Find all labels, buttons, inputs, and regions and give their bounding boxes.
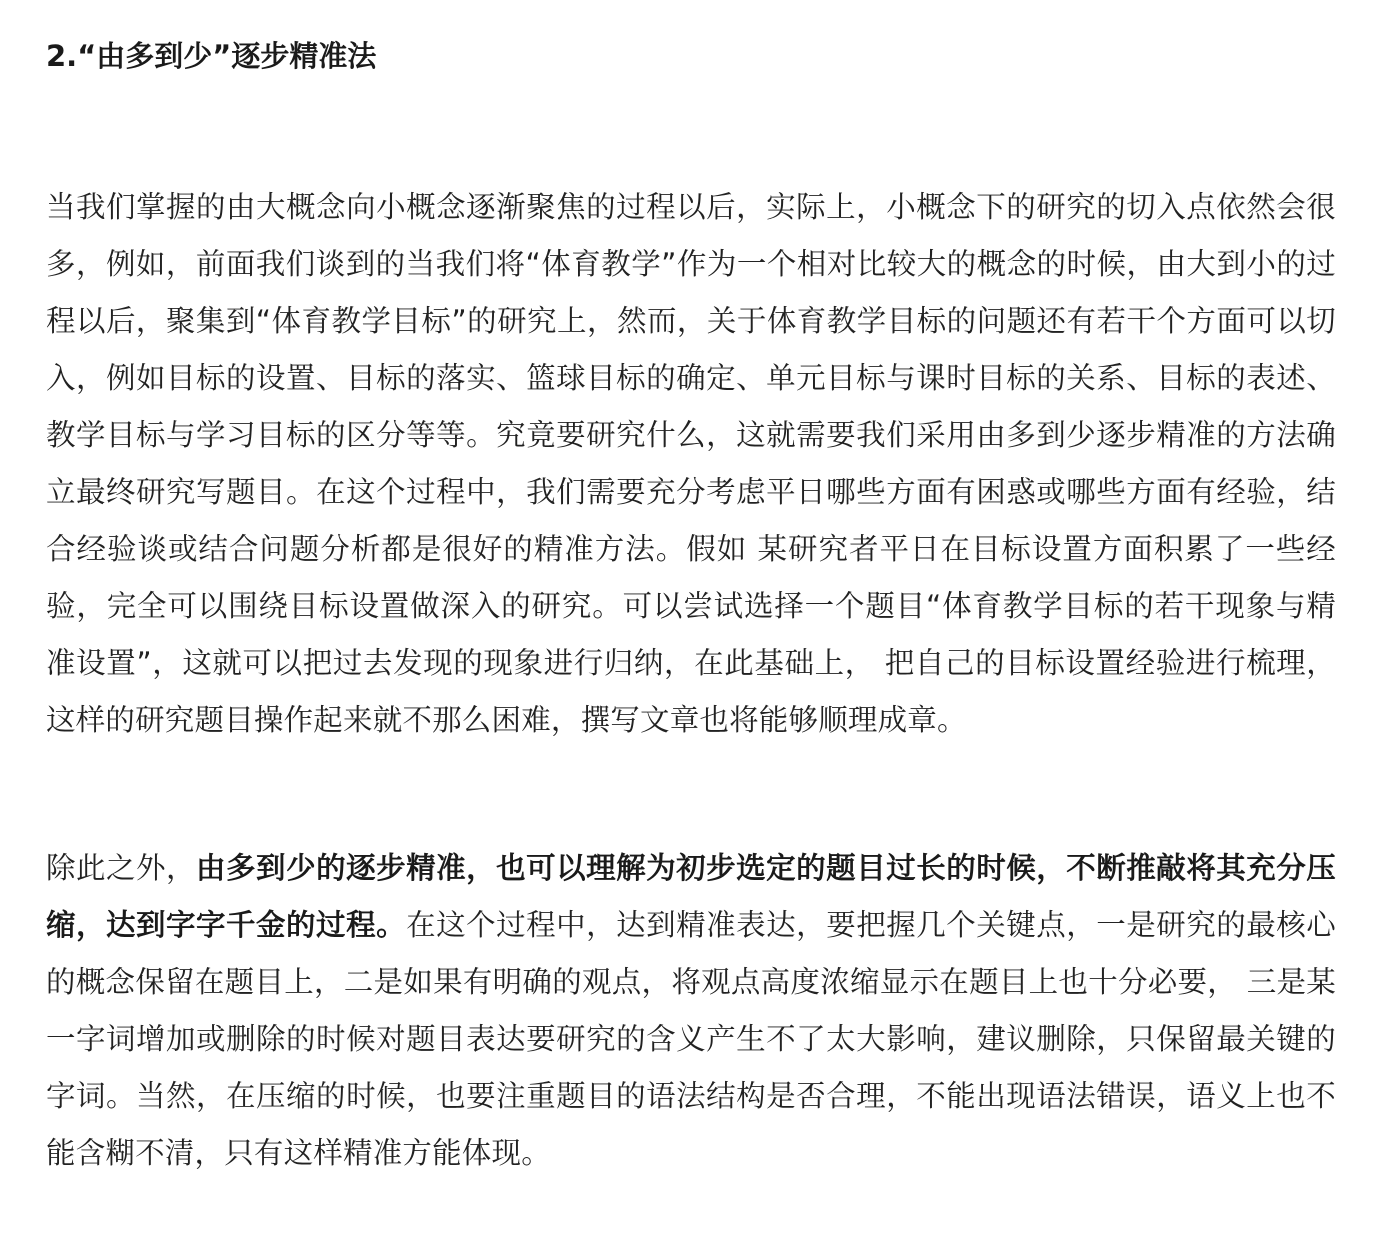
paragraph-2-emphasis: 由多到少的逐步精准，也可以理解为初步选定的题目过长的时候，不断推敲将其充分压缩，达到字字千金的过程。: [46, 851, 1336, 942]
paragraph-2-rest: 在这个过程中，达到精准表达，要把握几个关键点，一是研究的最核心的概念保留在题目上，二是如果有明确的观点，将观点高度浓缩显示在题目上也十分必要， 三是某一字词增加或删除的时候对题目表达要研究的含义产生不了太大影响，建议删除，只保留最关键的字词。当然，在压缩的时候，也要注重题目的语法结构是否合理，不能出现语法错误，语义上也不能含糊不清，只有这样精准方能体现。: [46, 908, 1337, 1170]
section-heading: 2.“由多到少”逐步精准法: [46, 39, 377, 73]
paragraph-2: [46, 840, 1336, 1182]
paragraph-1: 当我们掌握的由大概念向小概念逐渐聚焦的过程以后，实际上，小概念下的研究的切入点依然会很多，例如，前面我们谈到的当我们将“体育教学”作为一个相对比较大的概念的时候，由大到小的过程以后，聚集到“体育教学目标”的研究上，然而，关于体育教学目标的问题还有若干个方面可以切入，例如目标的设置、目标的落实、篮球目标的确定、单元目标与课时目标的关系、目标的表述、教学目标与学习目标的区分等等。究竟要研究什么，这就需要我们采用由多到少逐步精准的方法确立最终研究写题目。在这个过程中，我们需要充分考虑平日哪些方面有困惑或哪些方面有经验，结合经验谈或结合问题分析都是很好的精准方法。假如 某研究者平日在目标设置方面积累了一些经验，完全可以围绕目标设置做深入的研究。可以尝试选择一个题目“体育教学目标的若干现象与精准设置”，这就可以把过去发现的现象进行归纳，在此基础上， 把自己的目标设置经验进行梳理，这样的研究题目操作起来就不那么困难，撰写文章也将能够顺理成章。: [46, 190, 1336, 737]
paragraph-2-lead: 除此之外，: [46, 851, 197, 885]
article: [46, 0, 1336, 1182]
